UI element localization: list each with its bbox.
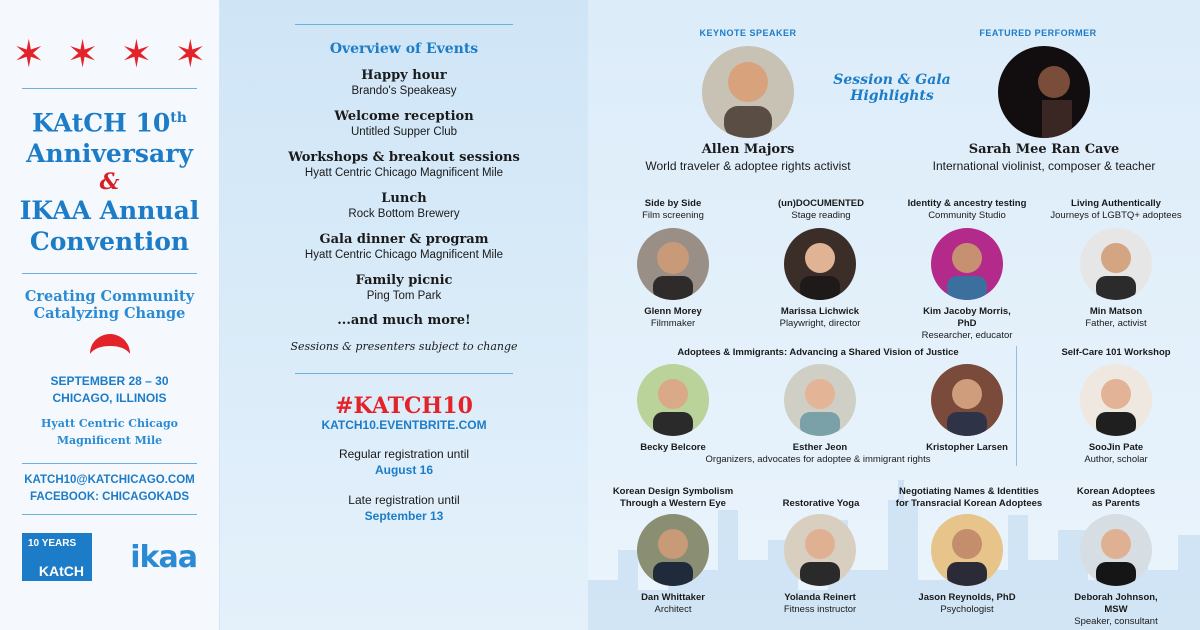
session-label: [746, 198, 896, 222]
title-line-4: Convention: [29, 227, 190, 257]
performer-caption: FEATURED PERFORMER: [979, 28, 1097, 38]
avatar: [1080, 364, 1152, 436]
keynote-speaker: [618, 46, 878, 173]
session-label: [892, 198, 1042, 222]
divider: [22, 88, 197, 89]
avatar: [784, 364, 856, 436]
title-superscript: th: [170, 110, 187, 126]
tagline-line-1: Creating Community: [24, 288, 195, 306]
star-icon: ✶: [120, 34, 153, 76]
presenter-name: Yolanda Reinert: [784, 592, 856, 603]
title-line-3: IKAA Annual: [19, 196, 200, 226]
chicago-stars: [0, 0, 219, 88]
title-ampersand: &: [99, 169, 120, 196]
presenter-name: Min Matson: [1089, 306, 1143, 317]
late-label: Late registration until: [348, 493, 460, 507]
email-link[interactable]: KATCH10@KATCHICAGO.COM: [24, 474, 195, 487]
session-subtitle: Stage reading: [791, 210, 851, 221]
event-name: Happy hour: [361, 68, 447, 83]
presenter: [1066, 364, 1166, 466]
avatar: [702, 46, 794, 138]
event-name: Lunch: [381, 191, 427, 206]
session-subtitle: Through a Western Eye: [620, 498, 726, 509]
event-title: [0, 103, 219, 257]
avatar: [637, 364, 709, 436]
presenter-name: Kristopher Larsen: [926, 442, 1008, 453]
event-item: [220, 108, 588, 140]
presenter-name: SooJin Pate: [1088, 442, 1144, 453]
event-name: Family picnic: [355, 273, 453, 288]
event-name: Welcome reception: [334, 109, 474, 124]
event-item: [220, 67, 588, 99]
dates-text: SEPTEMBER 28 – 30: [50, 374, 169, 389]
avatar: [784, 514, 856, 586]
session-title: Korean Design Symbolism: [612, 486, 734, 497]
session-label: [598, 486, 748, 510]
presenter-role: Organizers, advocates for adoptee & immigrant rights: [705, 454, 931, 465]
left-panel: [0, 0, 220, 630]
late-date: September 13: [364, 509, 444, 523]
avatar: [931, 364, 1003, 436]
hashtag: #KATCH10: [335, 393, 473, 419]
session-title: Negotiating Names & Identities: [899, 486, 1039, 497]
star-icon: ✶: [66, 34, 99, 76]
event-place: Brando's Speakeasy: [351, 85, 457, 97]
avatar: [1080, 228, 1152, 300]
presenter-name: Kim Jacoby Morris, PhD: [923, 306, 1011, 329]
presenter-name: Dan Whittaker: [641, 592, 705, 603]
presenter: [770, 514, 870, 616]
featured-performer: [904, 46, 1184, 173]
event-place: Hyatt Centric Chicago Magnificent Mile: [304, 167, 504, 179]
session-label: [648, 454, 988, 466]
presenter-name: Marissa Lichwick: [780, 306, 860, 317]
title-line-1: KAtCH 10: [32, 108, 171, 138]
performer-name: Sarah Mee Ran Cave: [968, 142, 1120, 157]
session-subtitle: Community Studio: [928, 210, 1006, 221]
session-subtitle: for Transracial Korean Adoptees: [895, 498, 1043, 509]
event-item: [220, 272, 588, 304]
session-subtitle: Journeys of LGBTQ+ adoptees: [1050, 210, 1182, 221]
right-panel: [588, 0, 1200, 630]
presenter: [917, 514, 1017, 616]
event-name: Gala dinner & program: [319, 232, 489, 247]
performer-role: International violinist, composer & teacher: [932, 159, 1156, 173]
presenter: [770, 228, 870, 330]
presenter: [1066, 514, 1166, 628]
presenter-role: Fitness instructor: [783, 604, 857, 615]
presenter-name: Jason Reynolds, PhD: [918, 592, 1016, 603]
registration-url[interactable]: KATCH10.EVENTBRITE.COM: [321, 418, 487, 432]
session-subtitle: Film screening: [642, 210, 704, 221]
presenter: [770, 364, 870, 454]
session-label: [608, 347, 1028, 359]
presenter-name: Esther Jeon: [792, 442, 848, 453]
title-line-2: Anniversary: [26, 139, 193, 169]
presenter: [623, 364, 723, 454]
speaker-role: World traveler & adoptee rights activist: [645, 159, 851, 173]
city-text: CHICAGO, ILLINOIS: [52, 391, 167, 406]
presenter-role: Speaker, consultant: [1074, 616, 1158, 627]
session-title: Restorative Yoga: [782, 498, 860, 509]
presenter: [917, 228, 1017, 342]
event-item: [220, 231, 588, 263]
presenter: [917, 364, 1017, 454]
presenter-role: Architect: [654, 604, 692, 615]
presenter-role: Researcher, educator: [921, 330, 1013, 341]
session-title: Adoptees & Immigrants: Advancing a Shared Vision of Justice: [677, 347, 959, 358]
session-label: [1038, 486, 1194, 510]
tagline-line-2: Catalyzing Change: [33, 305, 186, 323]
facebook-link[interactable]: FACEBOOK: CHICAGOKADS: [29, 491, 190, 504]
ikaa-logo: ikaa: [130, 539, 197, 575]
regular-date: August 16: [374, 463, 433, 477]
speaker-name: Allen Majors: [701, 142, 795, 157]
avatar: [637, 514, 709, 586]
avatar: [1080, 514, 1152, 586]
katch-logo-word: KAtCH: [38, 563, 84, 580]
session-title: Living Authentically: [1071, 198, 1161, 209]
avatar: [784, 228, 856, 300]
presenter-name: Becky Belcore: [640, 442, 706, 453]
regular-registration: [220, 446, 588, 478]
venue-line-1: Hyatt Centric Chicago: [40, 417, 179, 431]
session-label: [598, 198, 748, 222]
event-item: [220, 190, 588, 222]
event-dates: [0, 373, 219, 407]
event-place: Hyatt Centric Chicago Magnificent Mile: [304, 249, 504, 261]
presenter-role: Filmmaker: [650, 318, 696, 329]
regular-label: Regular registration until: [338, 447, 470, 461]
tagline: [0, 288, 219, 322]
divider: [295, 24, 513, 25]
event-place: Rock Bottom Brewery: [348, 208, 460, 220]
session-label: [1038, 347, 1194, 359]
session-title: Side by Side: [644, 198, 702, 209]
middle-panel: [220, 0, 588, 630]
presenter: [623, 228, 723, 330]
presenter-name: Deborah Johnson, MSW: [1074, 592, 1158, 615]
session-title: (un)DOCUMENTED: [777, 198, 864, 209]
presenter-role: Playwright, director: [779, 318, 861, 329]
divider: [22, 273, 197, 274]
overview-title: Overview of Events: [329, 41, 479, 57]
session-label: [746, 498, 896, 510]
keynote-caption: KEYNOTE SPEAKER: [699, 28, 797, 38]
session-label: [884, 486, 1054, 510]
change-note: Sessions & presenters subject to change: [290, 340, 518, 353]
presenter-name: Glenn Morey: [644, 306, 702, 317]
late-registration: [220, 492, 588, 524]
session-label: [1038, 198, 1194, 222]
divider: [295, 373, 513, 374]
venue: [0, 415, 219, 449]
avatar: [931, 228, 1003, 300]
event-name: Workshops & breakout sessions: [288, 150, 520, 165]
avatar: [637, 228, 709, 300]
katch-logo: [22, 533, 92, 581]
katch-logo-years: 10 YEARS: [28, 538, 77, 550]
presenter-role: Psychologist: [940, 604, 994, 615]
avatar: [931, 514, 1003, 586]
event-place: Ping Tom Park: [366, 290, 442, 302]
session-title: Self-Care 101 Workshop: [1061, 347, 1171, 358]
bean-icon: [88, 334, 132, 356]
more-text: ...and much more!: [337, 313, 471, 328]
event-item: [220, 149, 588, 181]
session-title: Korean Adoptees: [1076, 486, 1156, 497]
star-icon: ✶: [12, 34, 45, 76]
session-subtitle: as Parents: [1091, 498, 1141, 509]
avatar: [998, 46, 1090, 138]
highlights-title: Session & Gala Highlights: [833, 72, 951, 104]
presenter-role: Father, activist: [1085, 318, 1147, 329]
presenter-role: Author, scholar: [1084, 454, 1148, 465]
presenter: [623, 514, 723, 616]
presenter: [1066, 228, 1166, 330]
logos: [0, 515, 219, 581]
session-title: Identity & ancestry testing: [907, 198, 1027, 209]
contact: [0, 464, 219, 514]
venue-line-2: Magnificent Mile: [56, 434, 163, 448]
event-place: Untitled Supper Club: [350, 126, 458, 138]
star-icon: ✶: [174, 34, 207, 76]
